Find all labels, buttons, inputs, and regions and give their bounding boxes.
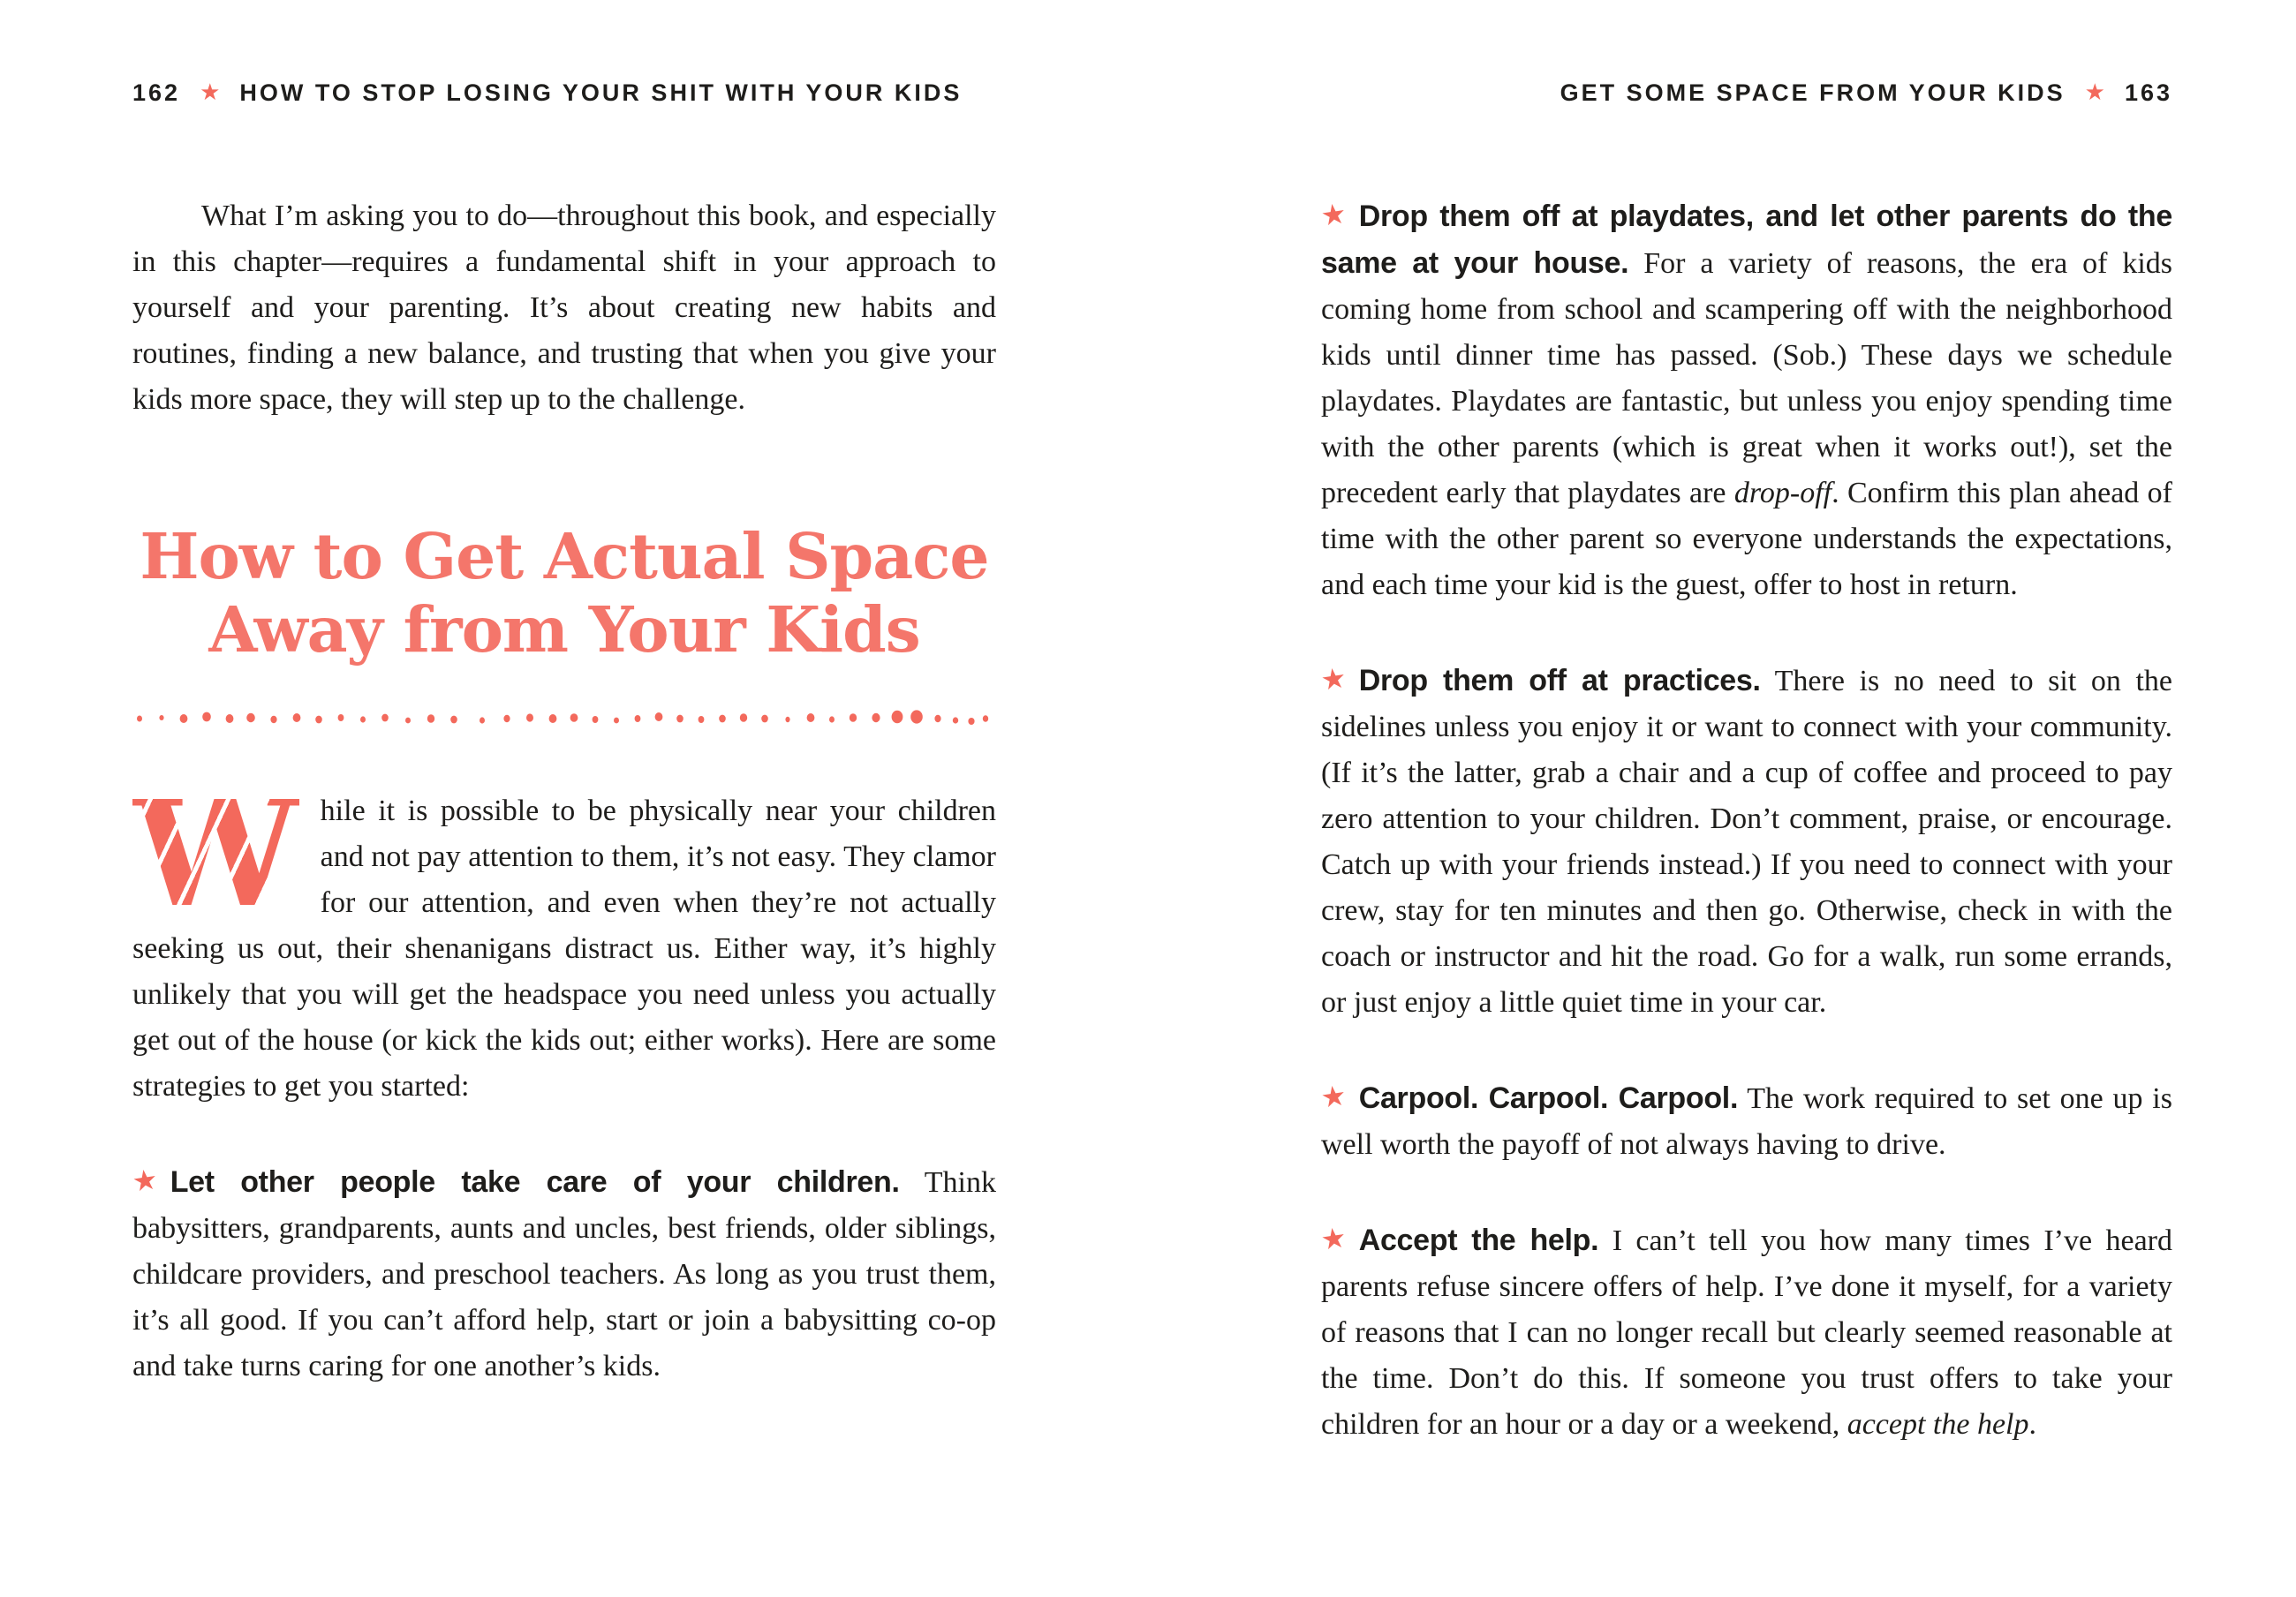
tip-accept-help-text: Accept the help. I can’t tell you how many times I’ve heard parents refuse sincere offers of help. I’ve done it myself, for a variety of reasons that I can no longer recall but clearly seemed reasonable at the time. Don’t do this. If someone you trust offers to take your children for an hour or a day or a weekend, accept the help. — [1321, 1224, 2172, 1441]
drop-cap-w: W — [132, 765, 299, 941]
opening-paragraph-text: hile it is possible to be physically near your children and not pay attention to them, it’s not easy. They clamor for our attention, and even when they’re not actually seeking us out, their shenanigans distract us. Either way, it’s highly unlikely that you will get the headspace you need unless you actually get out of the house (or kick the kids out; either works). Here are some strategies to get you started: — [132, 795, 996, 1104]
opening-paragraph — [132, 765, 996, 1110]
running-head-left — [132, 79, 996, 107]
running-title-left: HOW TO STOP LOSING YOUR SHIT WITH YOUR KIDS — [239, 79, 963, 106]
page-number-right: 163 — [2124, 79, 2172, 106]
star-bullet-icon: ★ — [130, 1162, 160, 1199]
section-heading — [132, 520, 996, 667]
dotted-divider-ornament — [132, 707, 996, 728]
tip-accept-help — [1318, 1217, 2172, 1448]
tip-let-other-people-text: Let other people take care of your children. Think babysitters, grandparents, aunts and uncles, best friends, older siblings, childcare providers, and preschool teachers. As long as you trust them, it’s all good. If you can’t afford help, start or join a babysitting co-op and take turns caring for one another’s kids. — [132, 1165, 996, 1383]
section-heading-line1: How to Get Actual Space — [140, 519, 989, 593]
section-heading-line2: Away from Your Kids — [208, 592, 920, 667]
tip-drop-off-practices — [1318, 658, 2172, 1026]
tip-drop-off-playdates — [1318, 193, 2172, 608]
tip-carpool — [1318, 1075, 2172, 1168]
page-right — [1148, 0, 2296, 1597]
tip-drop-off-playdates-text: Drop them off at playdates, and let other parents do the same at your house. For a variety of reasons, the era of kids coming home from school and scampering off with the neighborhood kids until dinner time has passed. (Sob.) These days we schedule playdates. Playdates are fantastic, but unless you enjoy spending time with the other parents (which is great when it works out!), set the precedent early that playdates are drop-off. Confirm this plan ahead of time with the other parent so everyone understands the expectations, and each time your kid is the guest, offer to host in return. — [1321, 200, 2172, 601]
star-bullet-icon: ★ — [1318, 660, 1348, 697]
star-bullet-icon: ★ — [1318, 196, 1348, 233]
tip-let-other-people — [132, 1159, 996, 1390]
star-icon: ★ — [200, 79, 221, 106]
tip-carpool-text: Carpool. Carpool. Carpool. The work required to set one up is well worth the payoff of not always having to drive. — [1321, 1081, 2172, 1161]
running-title-right: GET SOME SPACE FROM YOUR KIDS — [1560, 79, 2066, 106]
intro-paragraph: What I’m asking you to do—throughout this book, and especially in this chapter—requires a fundamental shift in your approach to yourself and your parenting. It’s about creating new habits and routines, finding a new balance, and trusting that when you give your kids more space, they will step up to the challenge. — [132, 200, 996, 416]
star-icon: ★ — [2084, 79, 2105, 106]
running-head-right — [1321, 79, 2172, 107]
star-bullet-icon: ★ — [1318, 1220, 1348, 1257]
tip-drop-off-practices-text: Drop them off at practices. There is no need to sit on the sidelines unless you enjoy it or want to connect with your community. (If it’s the latter, grab a chair and a cup of coffee and proceed to pay zero attention to your children. Don’t comment, praise, or encourage. Catch up with your friends instead.) If you need to connect with your crew, stay for ten minutes and then go. Otherwise, check in with the coach or instructor and hit the road. Go for a walk, run some errands, or just enjoy a little quiet time in your car. — [1321, 664, 2172, 1019]
star-bullet-icon: ★ — [1318, 1078, 1348, 1115]
page-number-left: 162 — [132, 79, 181, 106]
